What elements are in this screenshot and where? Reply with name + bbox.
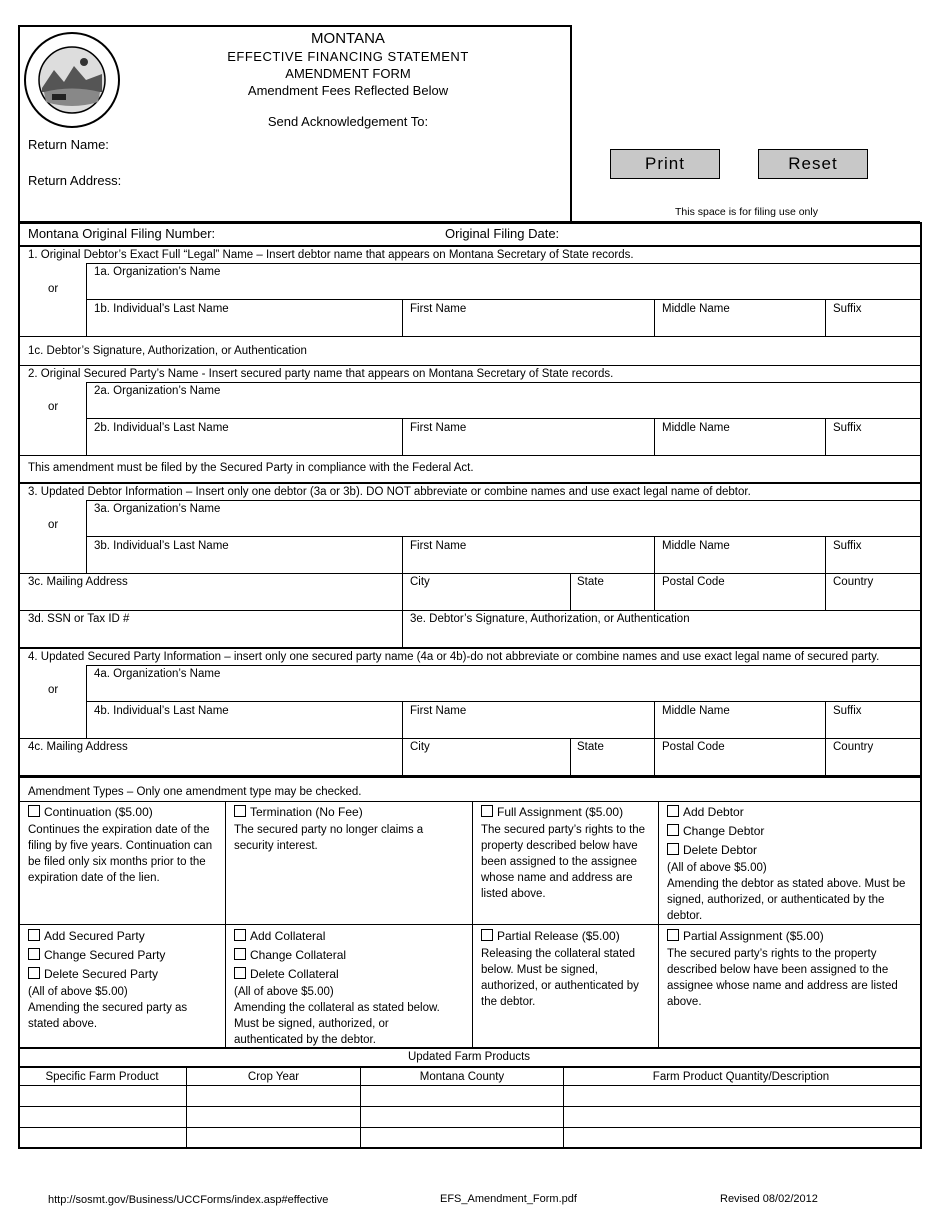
header-line1: EFFECTIVE FINANCING STATEMENT <box>227 49 469 64</box>
section2-note: This amendment must be filed by the Secured Party in compliance with the Federal Act. <box>28 462 474 474</box>
section4-country-label: Country <box>833 741 874 753</box>
change-secured-party-label: Change Secured Party <box>44 948 166 962</box>
section2-last-label: 2b. Individual’s Last Name <box>94 422 229 434</box>
partial-release-cell <box>481 927 653 1010</box>
add-debtor-checkbox[interactable] <box>667 805 679 817</box>
delete-secured-party-checkbox[interactable] <box>28 967 40 979</box>
continuation-cell <box>28 803 220 886</box>
full-assignment-cell <box>481 803 653 902</box>
section1-signature-label: 1c. Debtor’s Signature, Authorization, or Authentication <box>28 345 307 357</box>
send-ack-label: Send Acknowledgement To: <box>267 114 429 129</box>
full-assignment-desc: The secured party’s rights to the property described below have been assigned to the assignee whose name and address are listed above. <box>481 824 646 900</box>
termination-cell <box>234 803 466 854</box>
full-assignment-label: Full Assignment ($5.00) <box>497 805 624 819</box>
termination-label: Termination (No Fee) <box>250 805 363 819</box>
section1-last-label: 1b. Individual’s Last Name <box>94 303 229 315</box>
section3-title: 3. Updated Debtor Information – Insert only one debtor (3a or 3b). DO NOT abbreviate or combine names and use exact legal name of debtor. <box>28 486 751 498</box>
add-collateral-label: Add Collateral <box>250 929 326 943</box>
section4-mailing-label: 4c. Mailing Address <box>28 741 128 753</box>
reset-button[interactable]: Reset <box>758 149 868 179</box>
section3-country-label: Country <box>833 576 874 588</box>
section3-city-label: City <box>410 576 430 588</box>
farm-col-county: Montana County <box>419 1071 505 1083</box>
return-name-label: Return Name: <box>28 137 109 152</box>
footer-file: EFS_Amendment_Form.pdf <box>440 1193 577 1205</box>
partial-release-label: Partial Release ($5.00) <box>497 929 620 943</box>
montana-seal-icon <box>22 30 122 130</box>
return-address-label: Return Address: <box>28 173 122 188</box>
print-button[interactable]: Print <box>610 149 720 179</box>
secured-party-desc: Amending the secured party as stated above. <box>28 1002 188 1030</box>
partial-release-desc: Releasing the collateral stated below. Must be signed, authorized, or authenticated by the debtor. <box>481 948 639 1008</box>
full-assignment-checkbox[interactable] <box>481 805 493 817</box>
section2-org-label: 2a. Organization’s Name <box>94 385 221 397</box>
debtor-fee: (All of above $5.00) <box>667 862 767 874</box>
change-debtor-checkbox[interactable] <box>667 824 679 836</box>
continuation-checkbox[interactable] <box>28 805 40 817</box>
section4-middle-label: Middle Name <box>662 705 730 717</box>
collateral-desc: Amending the collateral as stated below. Must be signed, authorized, or authenticated by the debtor. <box>234 1002 440 1046</box>
filing-use-note: This space is for filing use only <box>675 206 818 218</box>
collateral-amend-cell <box>234 927 466 1048</box>
section3-postal-label: Postal Code <box>662 576 725 588</box>
original-filing-number-label: Montana Original Filing Number: <box>28 226 216 241</box>
partial-assignment-cell <box>667 927 917 1010</box>
change-collateral-checkbox[interactable] <box>234 948 246 960</box>
secured-party-amend-cell <box>28 927 220 1032</box>
partial-release-checkbox[interactable] <box>481 929 493 941</box>
partial-assignment-checkbox[interactable] <box>667 929 679 941</box>
amendment-title: Amendment Types – Only one amendment type may be checked. <box>28 786 362 798</box>
section1-or: or <box>48 283 59 295</box>
section1-title: 1. Original Debtor’s Exact Full “Legal” Name – Insert debtor name that appears on Montana Secretary of State records. <box>28 249 634 261</box>
section4-title: 4. Updated Secured Party Information – insert only one secured party name (4a or 4b)-do not abbreviate or combine names and use exact legal name of secured party. <box>28 651 880 663</box>
section4-state-label: State <box>577 741 604 753</box>
header-state: MONTANA <box>311 30 385 47</box>
termination-desc: The secured party no longer claims a security interest. <box>234 824 424 852</box>
section3-signature-label: 3e. Debtor’s Signature, Authorization, or Authentication <box>410 613 690 625</box>
footer-revised: Revised 08/02/2012 <box>720 1193 818 1205</box>
delete-debtor-checkbox[interactable] <box>667 843 679 855</box>
continuation-label: Continuation ($5.00) <box>44 805 153 819</box>
partial-assignment-desc: The secured party’s rights to the property described below have been assigned to the assignee whose name and address are listed above. <box>667 948 898 1008</box>
delete-debtor-label: Delete Debtor <box>683 843 758 857</box>
partial-assignment-label: Partial Assignment ($5.00) <box>683 929 824 943</box>
return-address-input[interactable] <box>130 170 564 214</box>
section1-org-label: 1a. Organization’s Name <box>94 266 221 278</box>
continuation-desc: Continues the expiration date of the filing by five years. Continuation can be filed only six months prior to the expiration date of the lien. <box>28 824 213 884</box>
farm-col-description: Farm Product Quantity/Description <box>652 1071 830 1083</box>
return-name-input[interactable] <box>120 134 564 156</box>
section3-org-label: 3a. Organization’s Name <box>94 503 221 515</box>
delete-collateral-label: Delete Collateral <box>250 967 339 981</box>
delete-collateral-checkbox[interactable] <box>234 967 246 979</box>
section3-first-label: First Name <box>410 540 467 552</box>
section4-org-label: 4a. Organization’s Name <box>94 668 221 680</box>
section4-suffix-label: Suffix <box>833 705 862 717</box>
section3-state-label: State <box>577 576 604 588</box>
section3-suffix-label: Suffix <box>833 540 862 552</box>
add-debtor-label: Add Debtor <box>683 805 744 819</box>
section1-middle-label: Middle Name <box>662 303 730 315</box>
footer-url[interactable]: http://sosmt.gov/Business/UCCForms/index.asp#effective <box>48 1194 329 1206</box>
section3-or: or <box>48 519 59 531</box>
section2-middle-label: Middle Name <box>662 422 730 434</box>
farm-products-title: Updated Farm Products <box>407 1051 531 1063</box>
section4-first-label: First Name <box>410 705 467 717</box>
add-secured-party-label: Add Secured Party <box>44 929 145 943</box>
farm-col-product: Specific Farm Product <box>45 1071 159 1083</box>
section2-title: 2. Original Secured Party’s Name - Insert secured party name that appears on Montana Secretary of State records. <box>28 368 614 380</box>
header-line3: Amendment Fees Reflected Below <box>247 83 449 98</box>
section3-middle-label: Middle Name <box>662 540 730 552</box>
section2-suffix-label: Suffix <box>833 422 862 434</box>
section1-first-label: First Name <box>410 303 467 315</box>
header-line2: AMENDMENT FORM <box>285 66 411 81</box>
section4-postal-label: Postal Code <box>662 741 725 753</box>
section2-first-label: First Name <box>410 422 467 434</box>
section3-last-label: 3b. Individual’s Last Name <box>94 540 229 552</box>
termination-checkbox[interactable] <box>234 805 246 817</box>
farm-col-crop-year: Crop Year <box>247 1071 300 1083</box>
section4-last-label: 4b. Individual’s Last Name <box>94 705 229 717</box>
section1-suffix-label: Suffix <box>833 303 862 315</box>
section3-mailing-label: 3c. Mailing Address <box>28 576 128 588</box>
add-collateral-checkbox[interactable] <box>234 929 246 941</box>
change-debtor-label: Change Debtor <box>683 824 765 838</box>
delete-secured-party-label: Delete Secured Party <box>44 967 159 981</box>
change-collateral-label: Change Collateral <box>250 948 347 962</box>
section4-or: or <box>48 684 59 696</box>
secured-party-fee: (All of above $5.00) <box>28 986 128 998</box>
collateral-fee: (All of above $5.00) <box>234 986 334 998</box>
section4-city-label: City <box>410 741 430 753</box>
debtor-amend-cell <box>667 803 917 924</box>
add-secured-party-checkbox[interactable] <box>28 929 40 941</box>
debtor-desc: Amending the debtor as stated above. Must be signed, authorized, or authenticated by the debtor. <box>667 878 906 922</box>
change-secured-party-checkbox[interactable] <box>28 948 40 960</box>
original-filing-date-label: Original Filing Date: <box>445 226 560 241</box>
section2-or: or <box>48 401 59 413</box>
section3-ssn-label: 3d. SSN or Tax ID # <box>28 613 130 625</box>
